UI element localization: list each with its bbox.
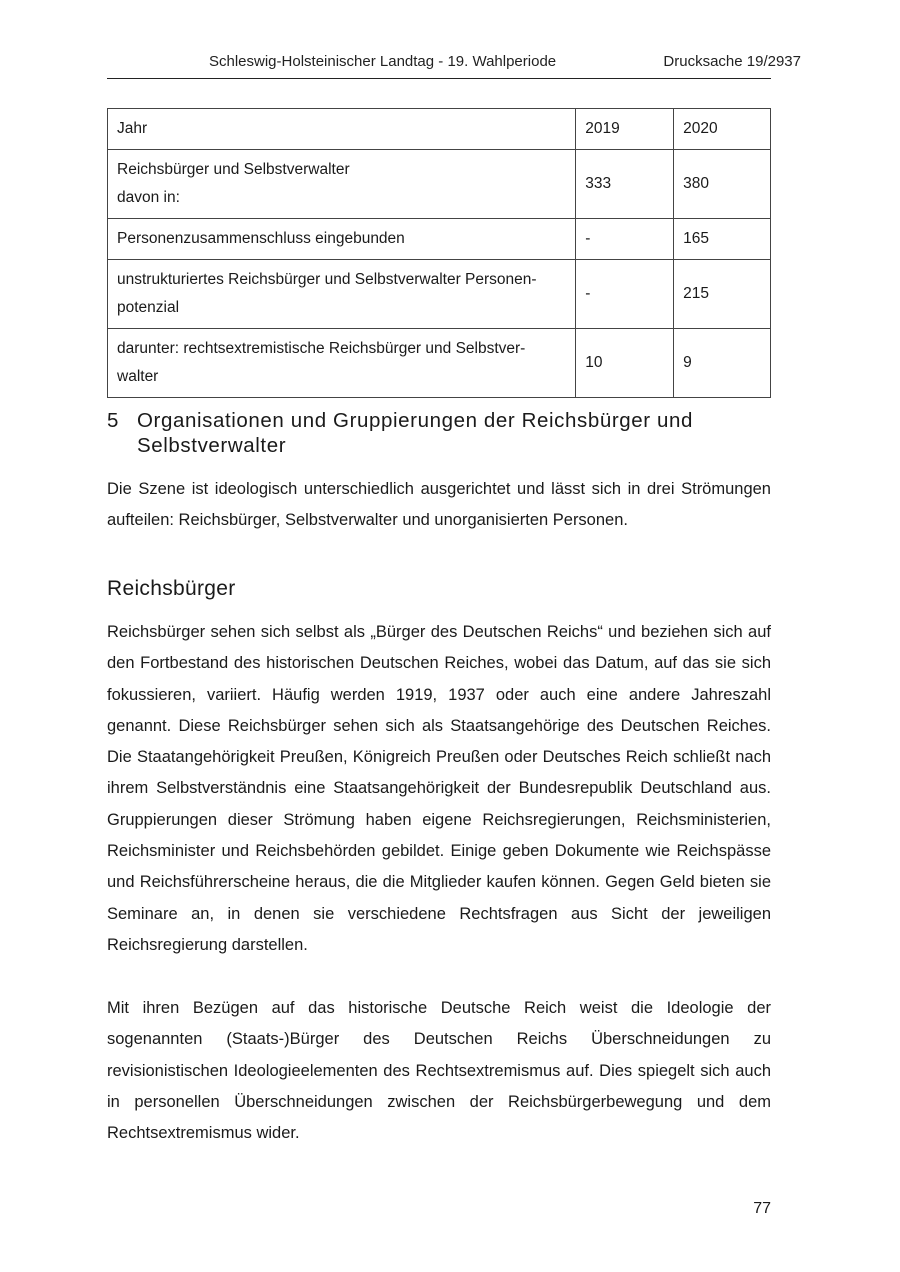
table-header-row [108,109,771,150]
label-line: Reichsbürger und Selbstverwalter [117,161,350,178]
body-paragraph-1: Reichsbürger sehen sich selbst als „Bürger des Deutschen Reichs“ und beziehen sich auf den Fortbestand des historischen Deutschen Reiches, wobei das Datum, auf das sie sich fokussieren, variiert. Häufig werden 1919, 1937 oder auch eine andere Jahreszahl genannt. Diese Reichsbürger sehen sich als Staatsangehörige des Deutschen Reiches. Die Staatangehörigkeit Preußen, Königreich Preußen oder Deutsches Reich schließt nach ihrem Selbstverständnis eine Staatsangehörigkeit der Bundesrepublik Deutschland aus. Gruppierungen dieser Strömung haben eigene Reichsregierungen, Reichsministerien, Reichsminister und Reichsbehörden gebildet. Einige geben Dokumente wie Reichspässe und Reichsführerscheine heraus, die die Mitglieder kaufen können. Gegen Geld bieten sie Seminare an, in denen sie verschiedene Rechtsfragen aus Sicht der jeweiligen Reichsregierung darstellen. [107,623,771,954]
statistics-table [107,108,771,398]
header-doc-number: Drucksache 19/2937 [663,53,801,70]
table-cell-2020: 215 [674,260,771,329]
section-number: 5 [107,409,120,432]
section-heading [107,408,771,458]
label-line: walter [117,368,159,385]
subsection-heading: Reichsbürger [107,577,236,600]
table-row [108,329,771,398]
table-row-label [108,260,576,329]
section-title-line2: Selbstverwalter [137,434,287,457]
table-cell-2019: 333 [576,150,674,219]
label-line: unstrukturiertes Reichsbürger und Selbstverwalter Personen- [117,271,537,288]
table-row-label [108,219,576,260]
table-cell-2020: 380 [674,150,771,219]
body-paragraph-2: Mit ihren Bezügen auf das historische Deutsche Reich weist die Ideologie der sogenannten (Staats-)Bürger des Deutschen Reichs Überschneidungen zu revisionistischen Ideologieelementen des Rechtsextremismus auf. Dies spiegelt sich auch in personellen Überschneidungen zwischen der Reichsbürgerbewegung und dem Rechtsextremismus wider. [107,999,771,1143]
label-line: darunter: rechtsextremistische Reichsbürger und Selbstver- [117,340,526,357]
page-number: 77 [753,1200,771,1217]
section-intro-paragraph: Die Szene ist ideologisch unterschiedlich ausgerichtet und lässt sich in drei Strömungen aufteilen: Reichsbürger, Selbstverwalter und unorganisierten Personen. [107,480,771,530]
table-cell-2019: 10 [576,329,674,398]
table-header-cell: Jahr [108,109,576,150]
label-line: Personenzusammenschluss eingebunden [117,230,405,247]
label-line: davon in: [117,189,180,206]
table-row [108,260,771,329]
table-cell-2019: - [576,219,674,260]
table-cell-2019: - [576,260,674,329]
page-header [107,50,801,79]
table-row [108,219,771,260]
table-cell-2020: 9 [674,329,771,398]
table-row [108,150,771,219]
section-title-line1: Organisationen und Gruppierungen der Reichsbürger und [137,409,694,432]
header-title: Schleswig-Holsteinischer Landtag - 19. Wahlperiode [209,53,557,70]
label-line: potenzial [117,299,180,316]
table-header-cell: 2019 [576,109,674,150]
table-row-label [108,329,576,398]
table-header-cell: 2020 [674,109,771,150]
table-cell-2020: 165 [674,219,771,260]
table-row-label [108,150,576,219]
